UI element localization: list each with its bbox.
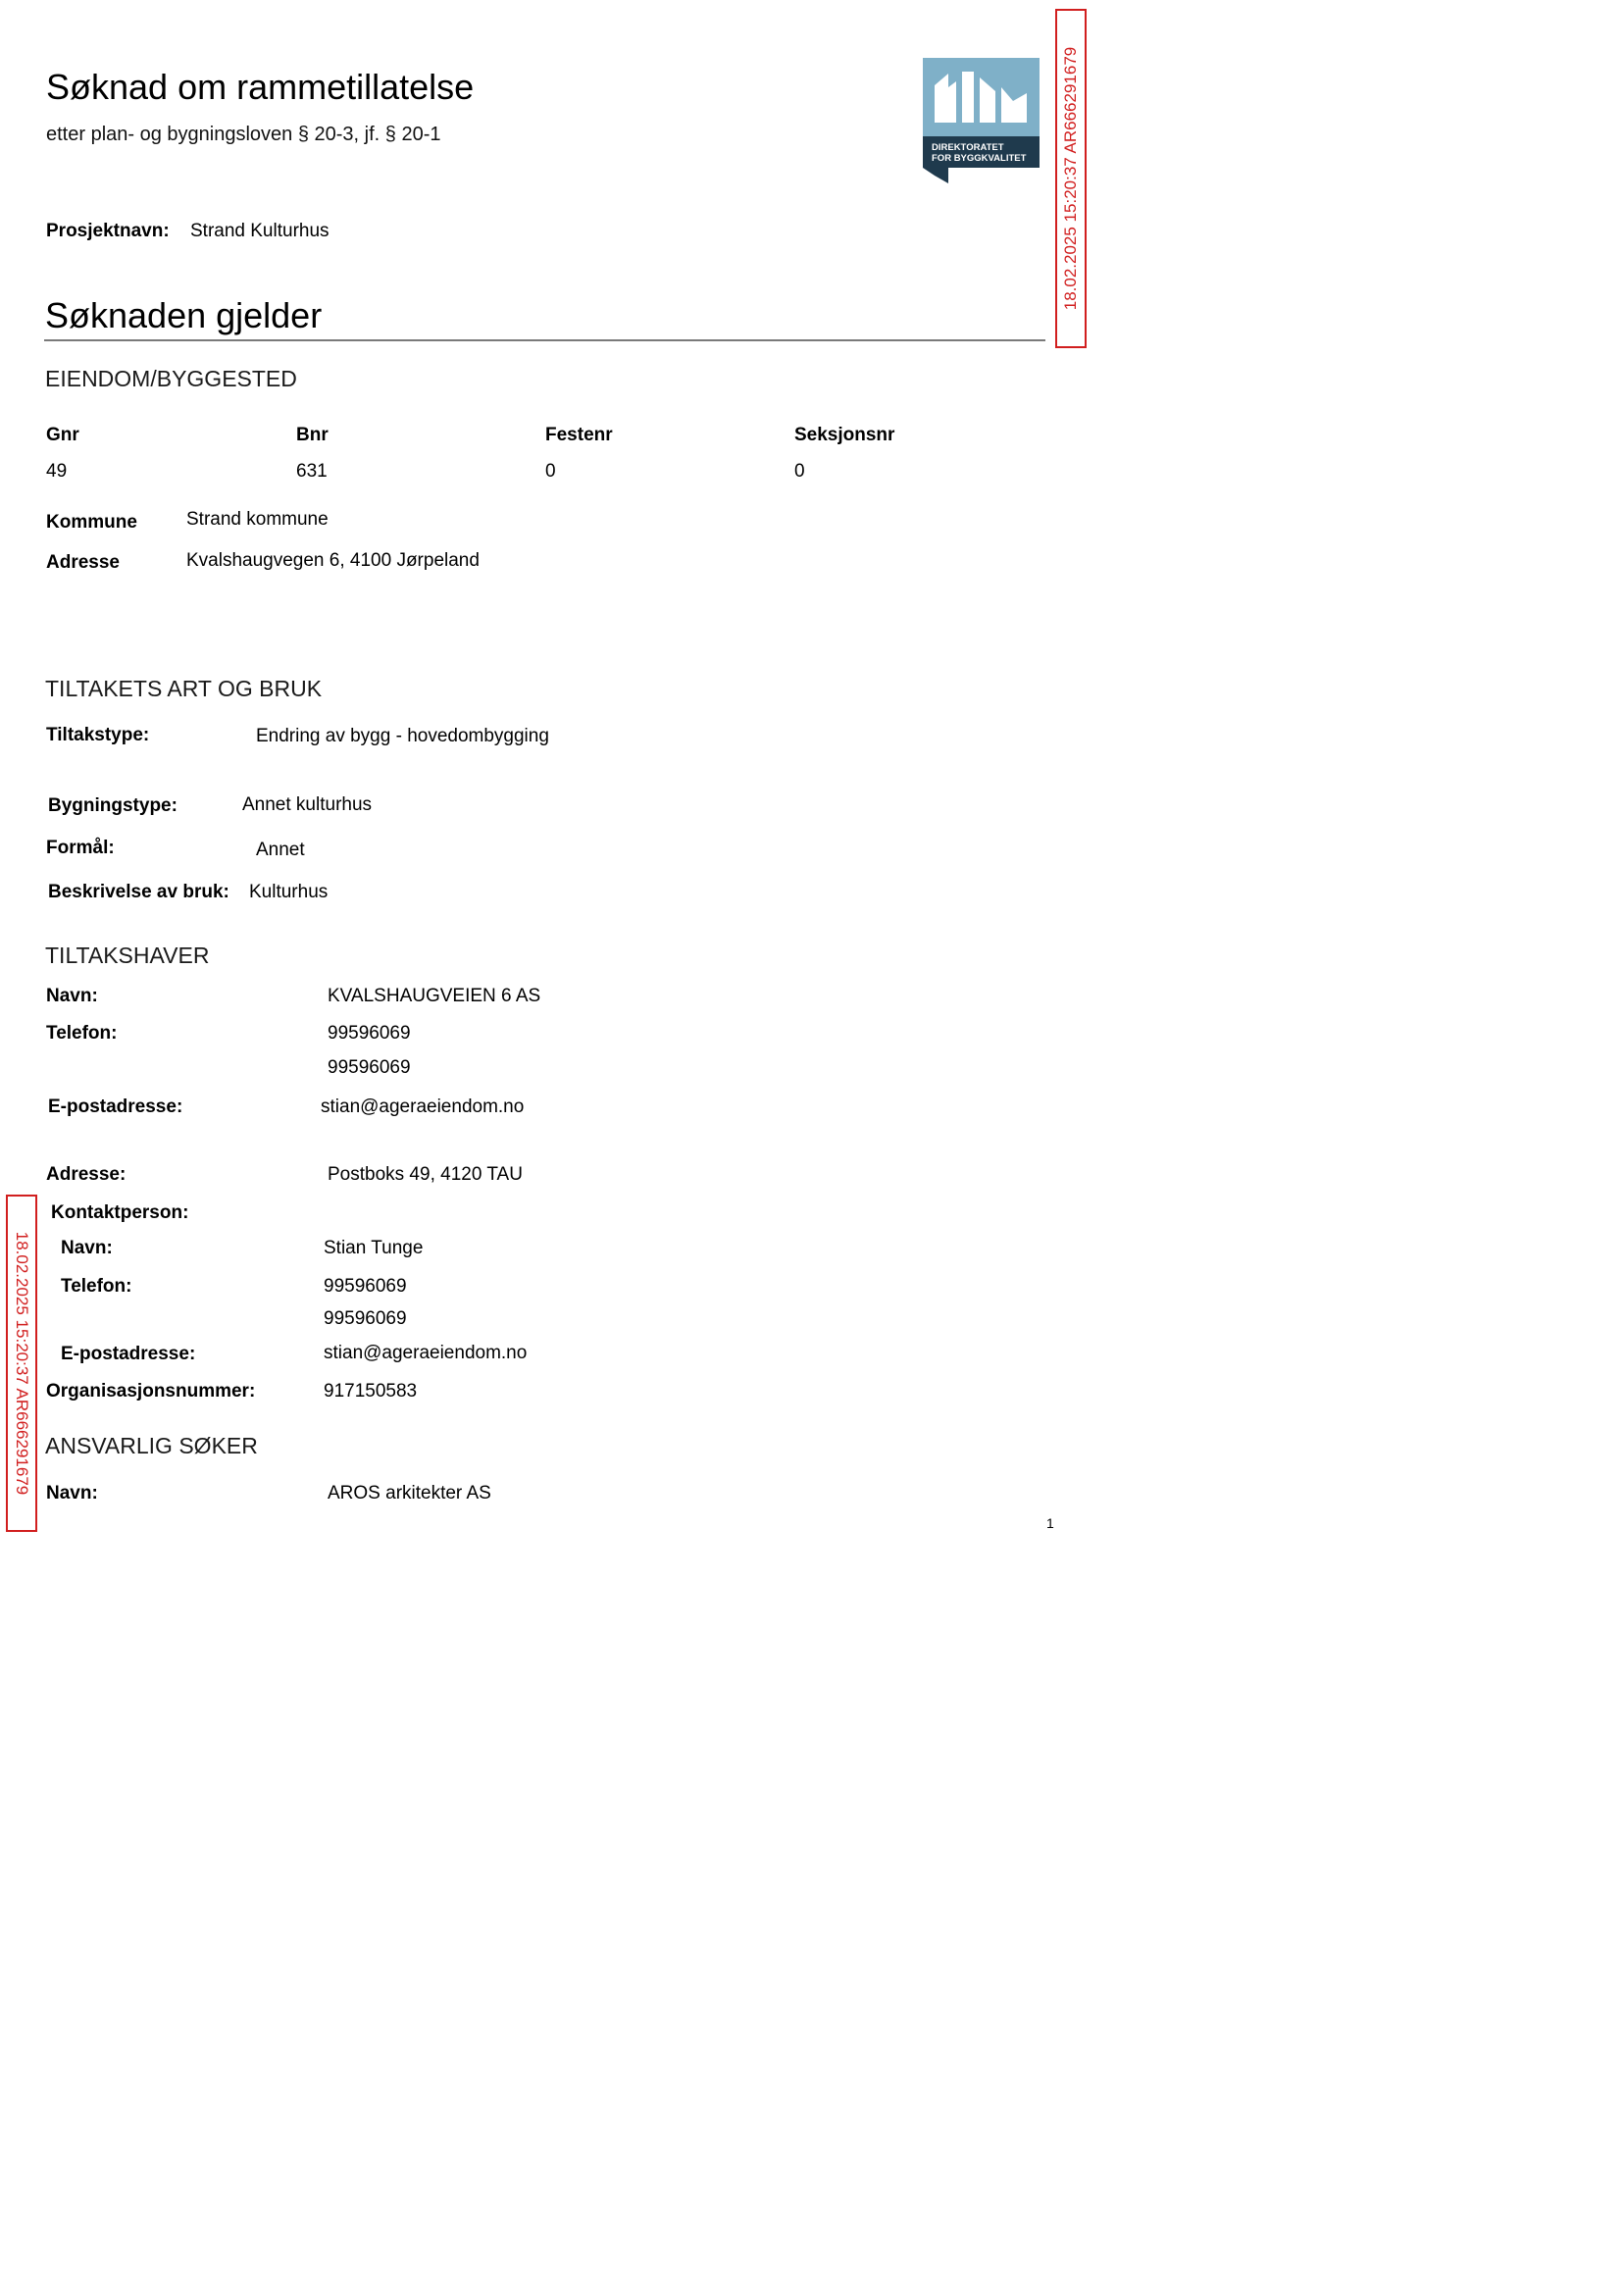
property-bnr-value: 631 bbox=[296, 461, 328, 482]
tiltakstype-value: Endring av bygg - hovedombygging bbox=[256, 726, 549, 746]
owner-telefon-label: Telefon: bbox=[46, 1023, 118, 1044]
project-name-label: Prosjektnavn: bbox=[46, 221, 170, 241]
logo-text-line1: DIREKTORATET bbox=[932, 142, 1004, 153]
owner-adresse-label: Adresse: bbox=[46, 1164, 127, 1185]
adresse-label: Adresse bbox=[46, 552, 120, 573]
contact-navn-value: Stian Tunge bbox=[324, 1238, 424, 1258]
property-gnr-value: 49 bbox=[46, 461, 68, 482]
bygningstype-value: Annet kulturhus bbox=[242, 794, 373, 815]
contact-telefon-label: Telefon: bbox=[61, 1276, 132, 1297]
kommune-value: Strand kommune bbox=[186, 509, 329, 530]
timestamp-stamp-top-text: 18.02.2025 15:20:37 AR666291679 bbox=[1061, 46, 1080, 311]
applicant-navn-label: Navn: bbox=[46, 1483, 98, 1504]
owner-epost-value: stian@ageraeiendom.no bbox=[321, 1096, 525, 1117]
tiltakstype-label: Tiltakstype: bbox=[46, 725, 150, 745]
owner-navn-value: KVALSHAUGVEIEN 6 AS bbox=[328, 986, 541, 1006]
owner-telefon-value-1: 99596069 bbox=[328, 1023, 411, 1044]
timestamp-stamp-bottom bbox=[6, 1195, 37, 1532]
beskrivelse-value: Kulturhus bbox=[249, 882, 329, 902]
contact-epost-label: E-postadresse: bbox=[61, 1344, 196, 1364]
timestamp-stamp-top bbox=[1055, 9, 1087, 348]
beskrivelse-label: Beskrivelse av bruk: bbox=[48, 882, 229, 902]
owner-section-title: TILTAKSHAVER bbox=[45, 943, 210, 968]
contact-person-label: Kontaktperson: bbox=[51, 1202, 189, 1223]
property-col-bnr: Bnr bbox=[296, 425, 329, 445]
logo-text-line2: FOR BYGGKVALITET bbox=[932, 153, 1027, 164]
contact-telefon-value-2: 99596069 bbox=[324, 1308, 407, 1329]
project-name-value: Strand Kulturhus bbox=[190, 221, 330, 241]
applicant-navn-value: AROS arkitekter AS bbox=[328, 1483, 491, 1504]
owner-navn-label: Navn: bbox=[46, 986, 98, 1006]
formal-label: Formål: bbox=[46, 838, 115, 858]
kommune-label: Kommune bbox=[46, 512, 137, 533]
owner-epost-label: E-postadresse: bbox=[48, 1096, 183, 1117]
applicant-section-title: ANSVARLIG SØKER bbox=[45, 1433, 258, 1458]
property-col-seksjonsnr: Seksjonsnr bbox=[794, 425, 895, 445]
property-festenr-value: 0 bbox=[545, 461, 556, 482]
contact-telefon-value-1: 99596069 bbox=[324, 1276, 407, 1297]
heading-divider bbox=[44, 339, 1045, 341]
formal-value: Annet bbox=[256, 840, 305, 860]
property-seksjonsnr-value: 0 bbox=[794, 461, 805, 482]
orgnr-value: 917150583 bbox=[324, 1381, 418, 1402]
owner-adresse-value: Postboks 49, 4120 TAU bbox=[328, 1164, 523, 1185]
contact-navn-label: Navn: bbox=[61, 1238, 113, 1258]
document-subtitle: etter plan- og bygningsloven § 20-3, jf. § 20-1 bbox=[46, 124, 441, 145]
property-col-festenr: Festenr bbox=[545, 425, 613, 445]
application-heading: Søknaden gjelder bbox=[45, 295, 323, 335]
timestamp-stamp-bottom-text: 18.02.2025 15:20:37 AR666291679 bbox=[13, 1231, 31, 1496]
property-col-gnr: Gnr bbox=[46, 425, 79, 445]
contact-epost-value: stian@ageraeiendom.no bbox=[324, 1343, 528, 1363]
logo-flag bbox=[923, 168, 948, 183]
bygningstype-label: Bygningstype: bbox=[48, 795, 178, 816]
orgnr-label: Organisasjonsnummer: bbox=[46, 1381, 256, 1402]
adresse-value: Kvalshaugvegen 6, 4100 Jørpeland bbox=[186, 550, 480, 571]
document-title: Søknad om rammetillatelse bbox=[46, 67, 475, 107]
page-number: 1 bbox=[1046, 1515, 1054, 1531]
measure-section-title: TILTAKETS ART OG BRUK bbox=[45, 676, 323, 701]
logo-shape-2 bbox=[962, 72, 974, 123]
property-section-title: EIENDOM/BYGGESTED bbox=[45, 366, 297, 391]
owner-telefon-value-2: 99596069 bbox=[328, 1057, 411, 1078]
dibk-logo bbox=[923, 58, 1040, 185]
